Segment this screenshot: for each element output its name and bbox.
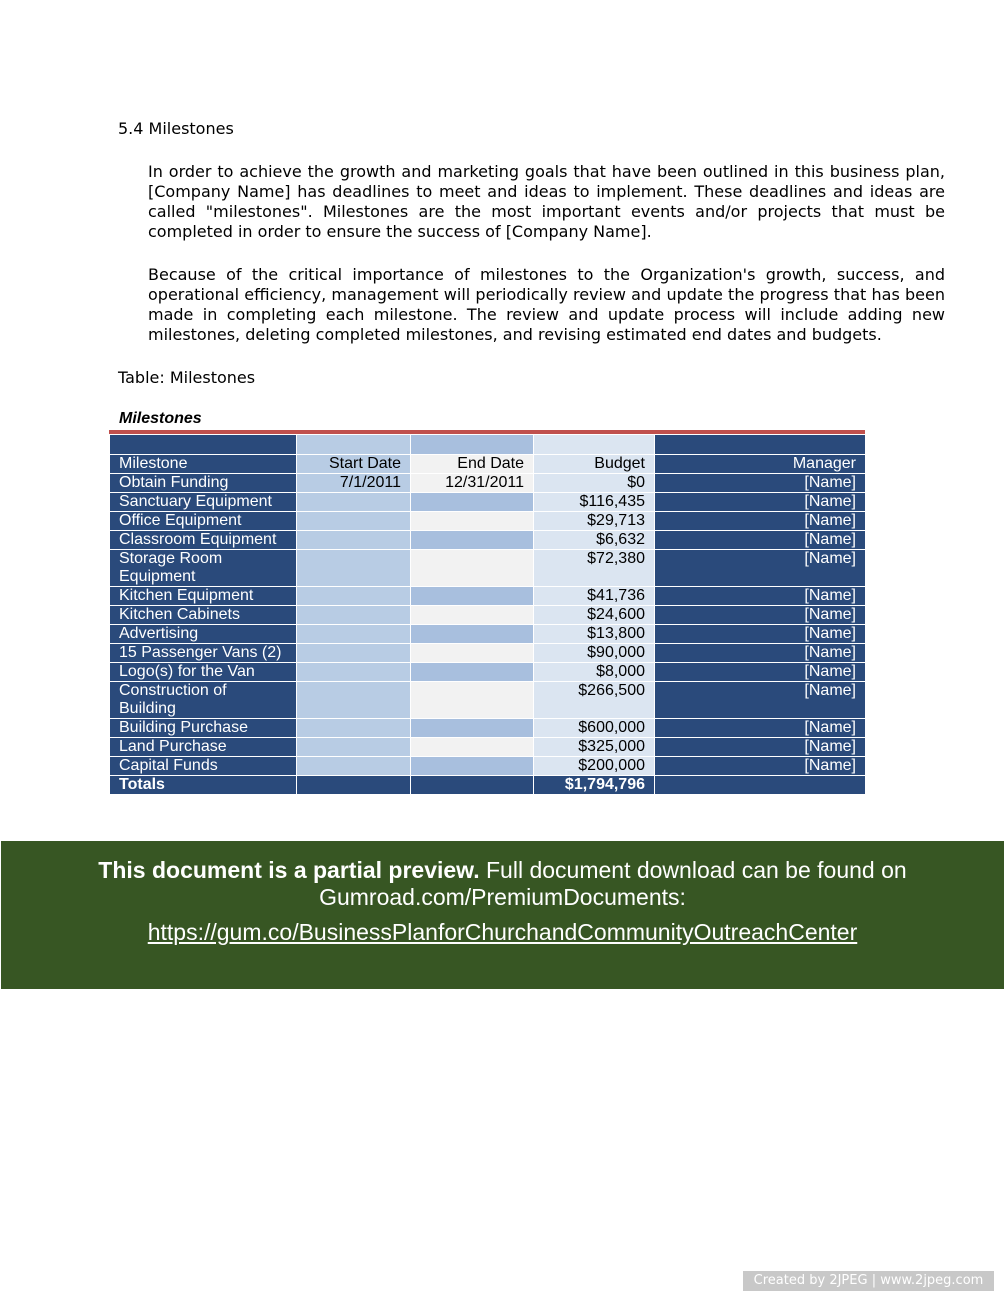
cell-start-date	[297, 493, 411, 512]
cell-budget: $325,000	[534, 738, 655, 757]
cell-manager: [Name]	[655, 644, 866, 663]
cell-manager: [Name]	[655, 474, 866, 493]
header-end-date: End Date	[411, 455, 534, 474]
table-caption: Table: Milestones	[118, 368, 256, 387]
cell-budget: $29,713	[534, 512, 655, 531]
table-row	[110, 550, 866, 587]
cell-manager: [Name]	[655, 550, 866, 587]
cell-start-date	[297, 644, 411, 663]
milestones-table	[109, 434, 866, 795]
cell-milestone: Construction of Building	[110, 682, 297, 719]
table-spacer-cell	[411, 435, 534, 455]
totals-end-date	[411, 776, 534, 795]
cell-budget: $8,000	[534, 663, 655, 682]
cell-start-date	[297, 738, 411, 757]
cell-milestone: Logo(s) for the Van	[110, 663, 297, 682]
cell-end-date	[411, 531, 534, 550]
table-row	[110, 493, 866, 512]
header-milestone: Milestone	[110, 455, 297, 474]
cell-milestone: Classroom Equipment	[110, 531, 297, 550]
totals-row	[110, 776, 866, 795]
cell-start-date	[297, 682, 411, 719]
cell-manager: [Name]	[655, 719, 866, 738]
cell-milestone: Advertising	[110, 625, 297, 644]
cell-milestone: Kitchen Equipment	[110, 587, 297, 606]
cell-end-date	[411, 606, 534, 625]
cell-manager: [Name]	[655, 757, 866, 776]
totals-milestone: Totals	[110, 776, 297, 795]
cell-start-date: 7/1/2011	[297, 474, 411, 493]
table-row	[110, 644, 866, 663]
table-row	[110, 738, 866, 757]
cell-milestone: 15 Passenger Vans (2)	[110, 644, 297, 663]
section-heading: 5.4 Milestones	[118, 119, 234, 138]
cell-budget: $72,380	[534, 550, 655, 587]
paragraph-review: Because of the critical importance of milestones to the Organization's growth, success, and operational efficiency, management will periodically review and update the progress that has been made in completing each milestone. The review and update process will include adding new milestones, deleting completed milestones, and revising estimated end dates and budgets.	[148, 265, 945, 344]
cell-milestone: Capital Funds	[110, 757, 297, 776]
cell-end-date: 12/31/2011	[411, 474, 534, 493]
cell-budget: $13,800	[534, 625, 655, 644]
header-start-date: Start Date	[297, 455, 411, 474]
table-row	[110, 625, 866, 644]
totals-start-date	[297, 776, 411, 795]
milestones-table-body	[110, 435, 866, 795]
cell-budget: $24,600	[534, 606, 655, 625]
header-manager: Manager	[655, 455, 866, 474]
table-row	[110, 719, 866, 738]
cell-budget: $41,736	[534, 587, 655, 606]
cell-milestone: Sanctuary Equipment	[110, 493, 297, 512]
cell-start-date	[297, 531, 411, 550]
table-spacer-cell	[534, 435, 655, 455]
cell-milestone: Kitchen Cabinets	[110, 606, 297, 625]
paragraph-intro: In order to achieve the growth and marketing goals that have been outlined in this business plan, [Company Name] has deadlines to meet and ideas to implement. These deadlines and ideas are called "milestones". Milestones are the most important events and/or projects that must be completed in order to ensure the success of [Company Name].	[148, 162, 945, 241]
cell-budget: $200,000	[534, 757, 655, 776]
cell-end-date	[411, 663, 534, 682]
table-spacer-cell	[110, 435, 297, 455]
cell-end-date	[411, 719, 534, 738]
cell-start-date	[297, 625, 411, 644]
cell-manager: [Name]	[655, 493, 866, 512]
cell-budget: $0	[534, 474, 655, 493]
table-row	[110, 587, 866, 606]
totals-manager	[655, 776, 866, 795]
cell-end-date	[411, 682, 534, 719]
table-row	[110, 606, 866, 625]
banner-message	[1, 857, 1004, 911]
cell-budget: $116,435	[534, 493, 655, 512]
cell-manager: [Name]	[655, 531, 866, 550]
table-spacer-cell	[655, 435, 866, 455]
totals-budget: $1,794,796	[534, 776, 655, 795]
table-row	[110, 474, 866, 493]
cell-budget: $600,000	[534, 719, 655, 738]
cell-manager: [Name]	[655, 738, 866, 757]
cell-start-date	[297, 512, 411, 531]
cell-end-date	[411, 625, 534, 644]
table-row	[110, 682, 866, 719]
cell-manager: [Name]	[655, 663, 866, 682]
cell-start-date	[297, 757, 411, 776]
cell-start-date	[297, 663, 411, 682]
table-row	[110, 531, 866, 550]
cell-end-date	[411, 512, 534, 531]
cell-milestone: Building Purchase	[110, 719, 297, 738]
banner-text: Full document download can be found on Gumroad.com/PremiumDocuments:	[319, 857, 907, 910]
banner-bold-text: This document is a partial preview.	[98, 857, 480, 883]
cell-end-date	[411, 757, 534, 776]
cell-milestone: Obtain Funding	[110, 474, 297, 493]
table-row	[110, 757, 866, 776]
preview-banner	[1, 841, 1004, 989]
table-title: Milestones	[119, 410, 202, 427]
cell-end-date	[411, 738, 534, 757]
cell-budget: $90,000	[534, 644, 655, 663]
table-row	[110, 663, 866, 682]
cell-end-date	[411, 493, 534, 512]
cell-manager: [Name]	[655, 625, 866, 644]
table-header-row	[110, 455, 866, 474]
cell-end-date	[411, 644, 534, 663]
banner-link[interactable]: https://gum.co/BusinessPlanforChurchandCommunityOutreachCenter	[147, 919, 858, 945]
cell-manager: [Name]	[655, 682, 866, 719]
cell-start-date	[297, 719, 411, 738]
cell-budget: $6,632	[534, 531, 655, 550]
table-spacer-row	[110, 435, 866, 455]
table-spacer-cell	[297, 435, 411, 455]
table-row	[110, 512, 866, 531]
cell-end-date	[411, 587, 534, 606]
cell-start-date	[297, 587, 411, 606]
cell-milestone: Land Purchase	[110, 738, 297, 757]
cell-milestone: Storage Room Equipment	[110, 550, 297, 587]
cell-start-date	[297, 550, 411, 587]
cell-manager: [Name]	[655, 512, 866, 531]
cell-end-date	[411, 550, 534, 587]
cell-milestone: Office Equipment	[110, 512, 297, 531]
cell-budget: $266,500	[534, 682, 655, 719]
watermark-credit: Created by 2JPEG | www.2jpeg.com	[743, 1271, 994, 1291]
header-budget: Budget	[534, 455, 655, 474]
cell-start-date	[297, 606, 411, 625]
cell-manager: [Name]	[655, 587, 866, 606]
cell-manager: [Name]	[655, 606, 866, 625]
